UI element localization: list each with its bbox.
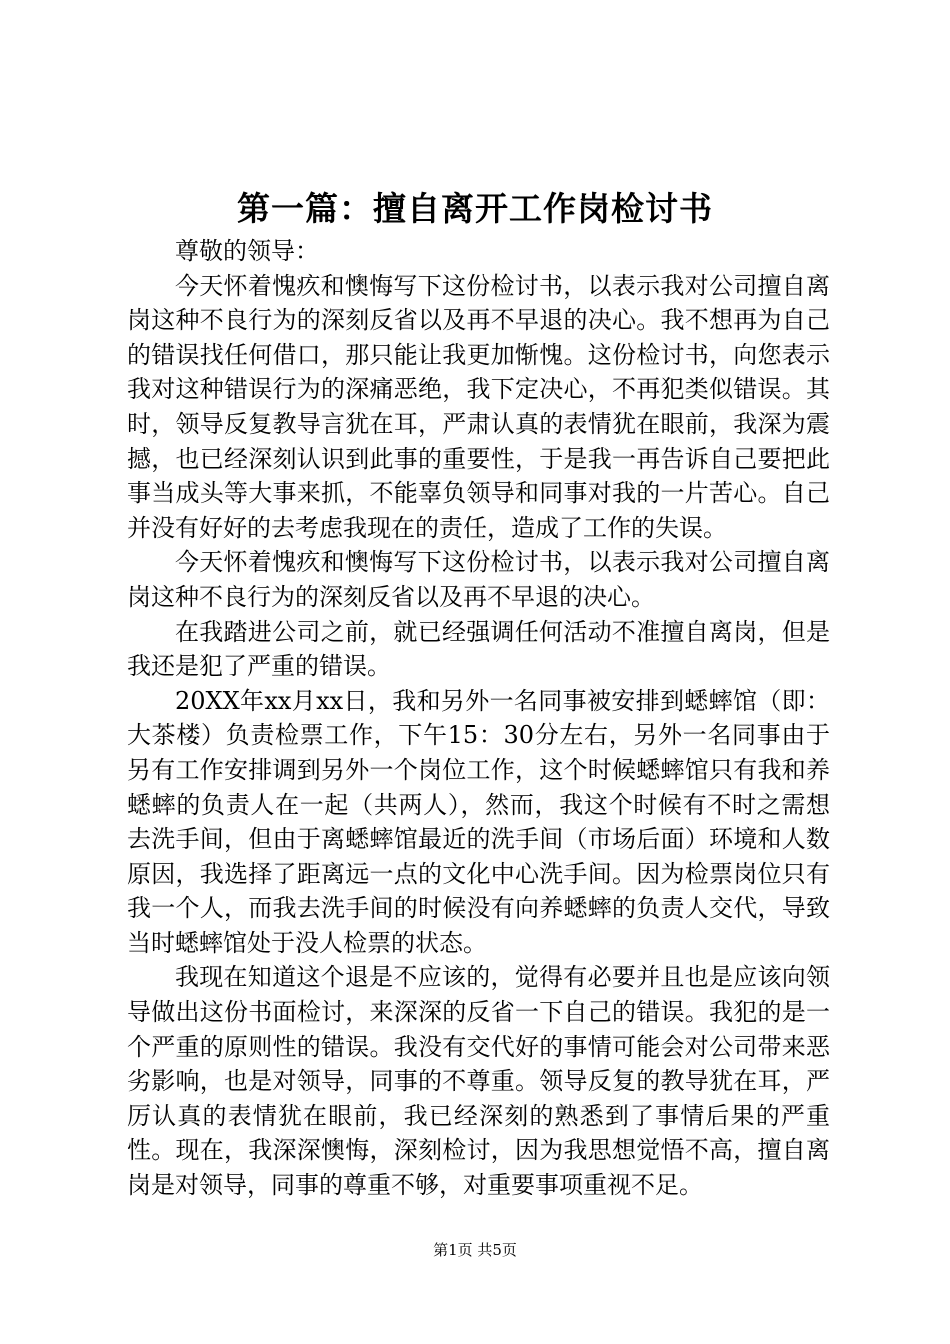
- document-title: 第一篇：擅自离开工作岗检讨书: [237, 189, 713, 228]
- paragraph: 我现在知道这个退是不应该的，觉得有必要并且也是应该向领导做出这份书面检讨，来深深的反省一下自己的错误。我犯的是一个严重的原则性的错误。我没有交代好的事情可能会对公司带来恶劣影响，也是对领导，同事的不尊重。领导反复的教导犹在耳，严厉认真的表情犹在眼前，我已经深刻的熟悉到了事情后果的严重性。现在，我深深懊悔，深刻检讨，因为我思想觉悟不高，擅自离岗是对领导，同事的尊重不够，对重要事项重视不足。: [127, 963, 830, 1200]
- paragraph: 20XX年xx月xx日，我和另外一名同事被安排到蟋蟀馆（即：大茶楼）负责检票工作，下午15：30分左右，另外一名同事由于另有工作安排调到另外一个岗位工作，这个时候蟋蟀馆只有我和养蟋蟀的负责人在一起（共两人），然而，我这个时候有不时之需想去洗手间，但由于离蟋蟀馆最近的洗手间（市场后面）环境和人数原因，我选择了距离远一点的文化中心洗手间。因为检票岗位只有我一个人，而我去洗手间的时候没有向养蟋蟀的负责人交代，导致当时蟋蟀馆处于没人检票的状态。: [127, 686, 830, 957]
- paragraph: 在我踏进公司之前，就已经强调任何活动不准擅自离岗，但是我还是犯了严重的错误。: [127, 617, 830, 681]
- paragraph: 今天怀着愧疚和懊悔写下这份检讨书，以表示我对公司擅自离岗这种不良行为的深刻反省以及再不早退的决心。: [127, 548, 830, 611]
- paragraph: 今天怀着愧疚和懊悔写下这份检讨书，以表示我对公司擅自离岗这种不良行为的深刻反省以及再不早退的决心。我不想再为自己的错误找任何借口，那只能让我更加惭愧。这份检讨书，向您表示我对这种错误行为的深痛恶绝，我下定决心，不再犯类似错误。其时，领导反复教导言犹在耳，严肃认真的表情犹在眼前，我深为震撼，也已经深刻认识到此事的重要性，于是我一再告诉自己要把此事当成头等大事来抓，不能辜负领导和同事对我的一片苦心。自己并没有好好的去考虑我现在的责任，造成了工作的失误。: [127, 271, 830, 542]
- document-body: [127, 234, 830, 1203]
- salutation: 尊敬的领导：: [175, 237, 319, 265]
- page-footer: 第1页 共5页: [433, 1241, 517, 1259]
